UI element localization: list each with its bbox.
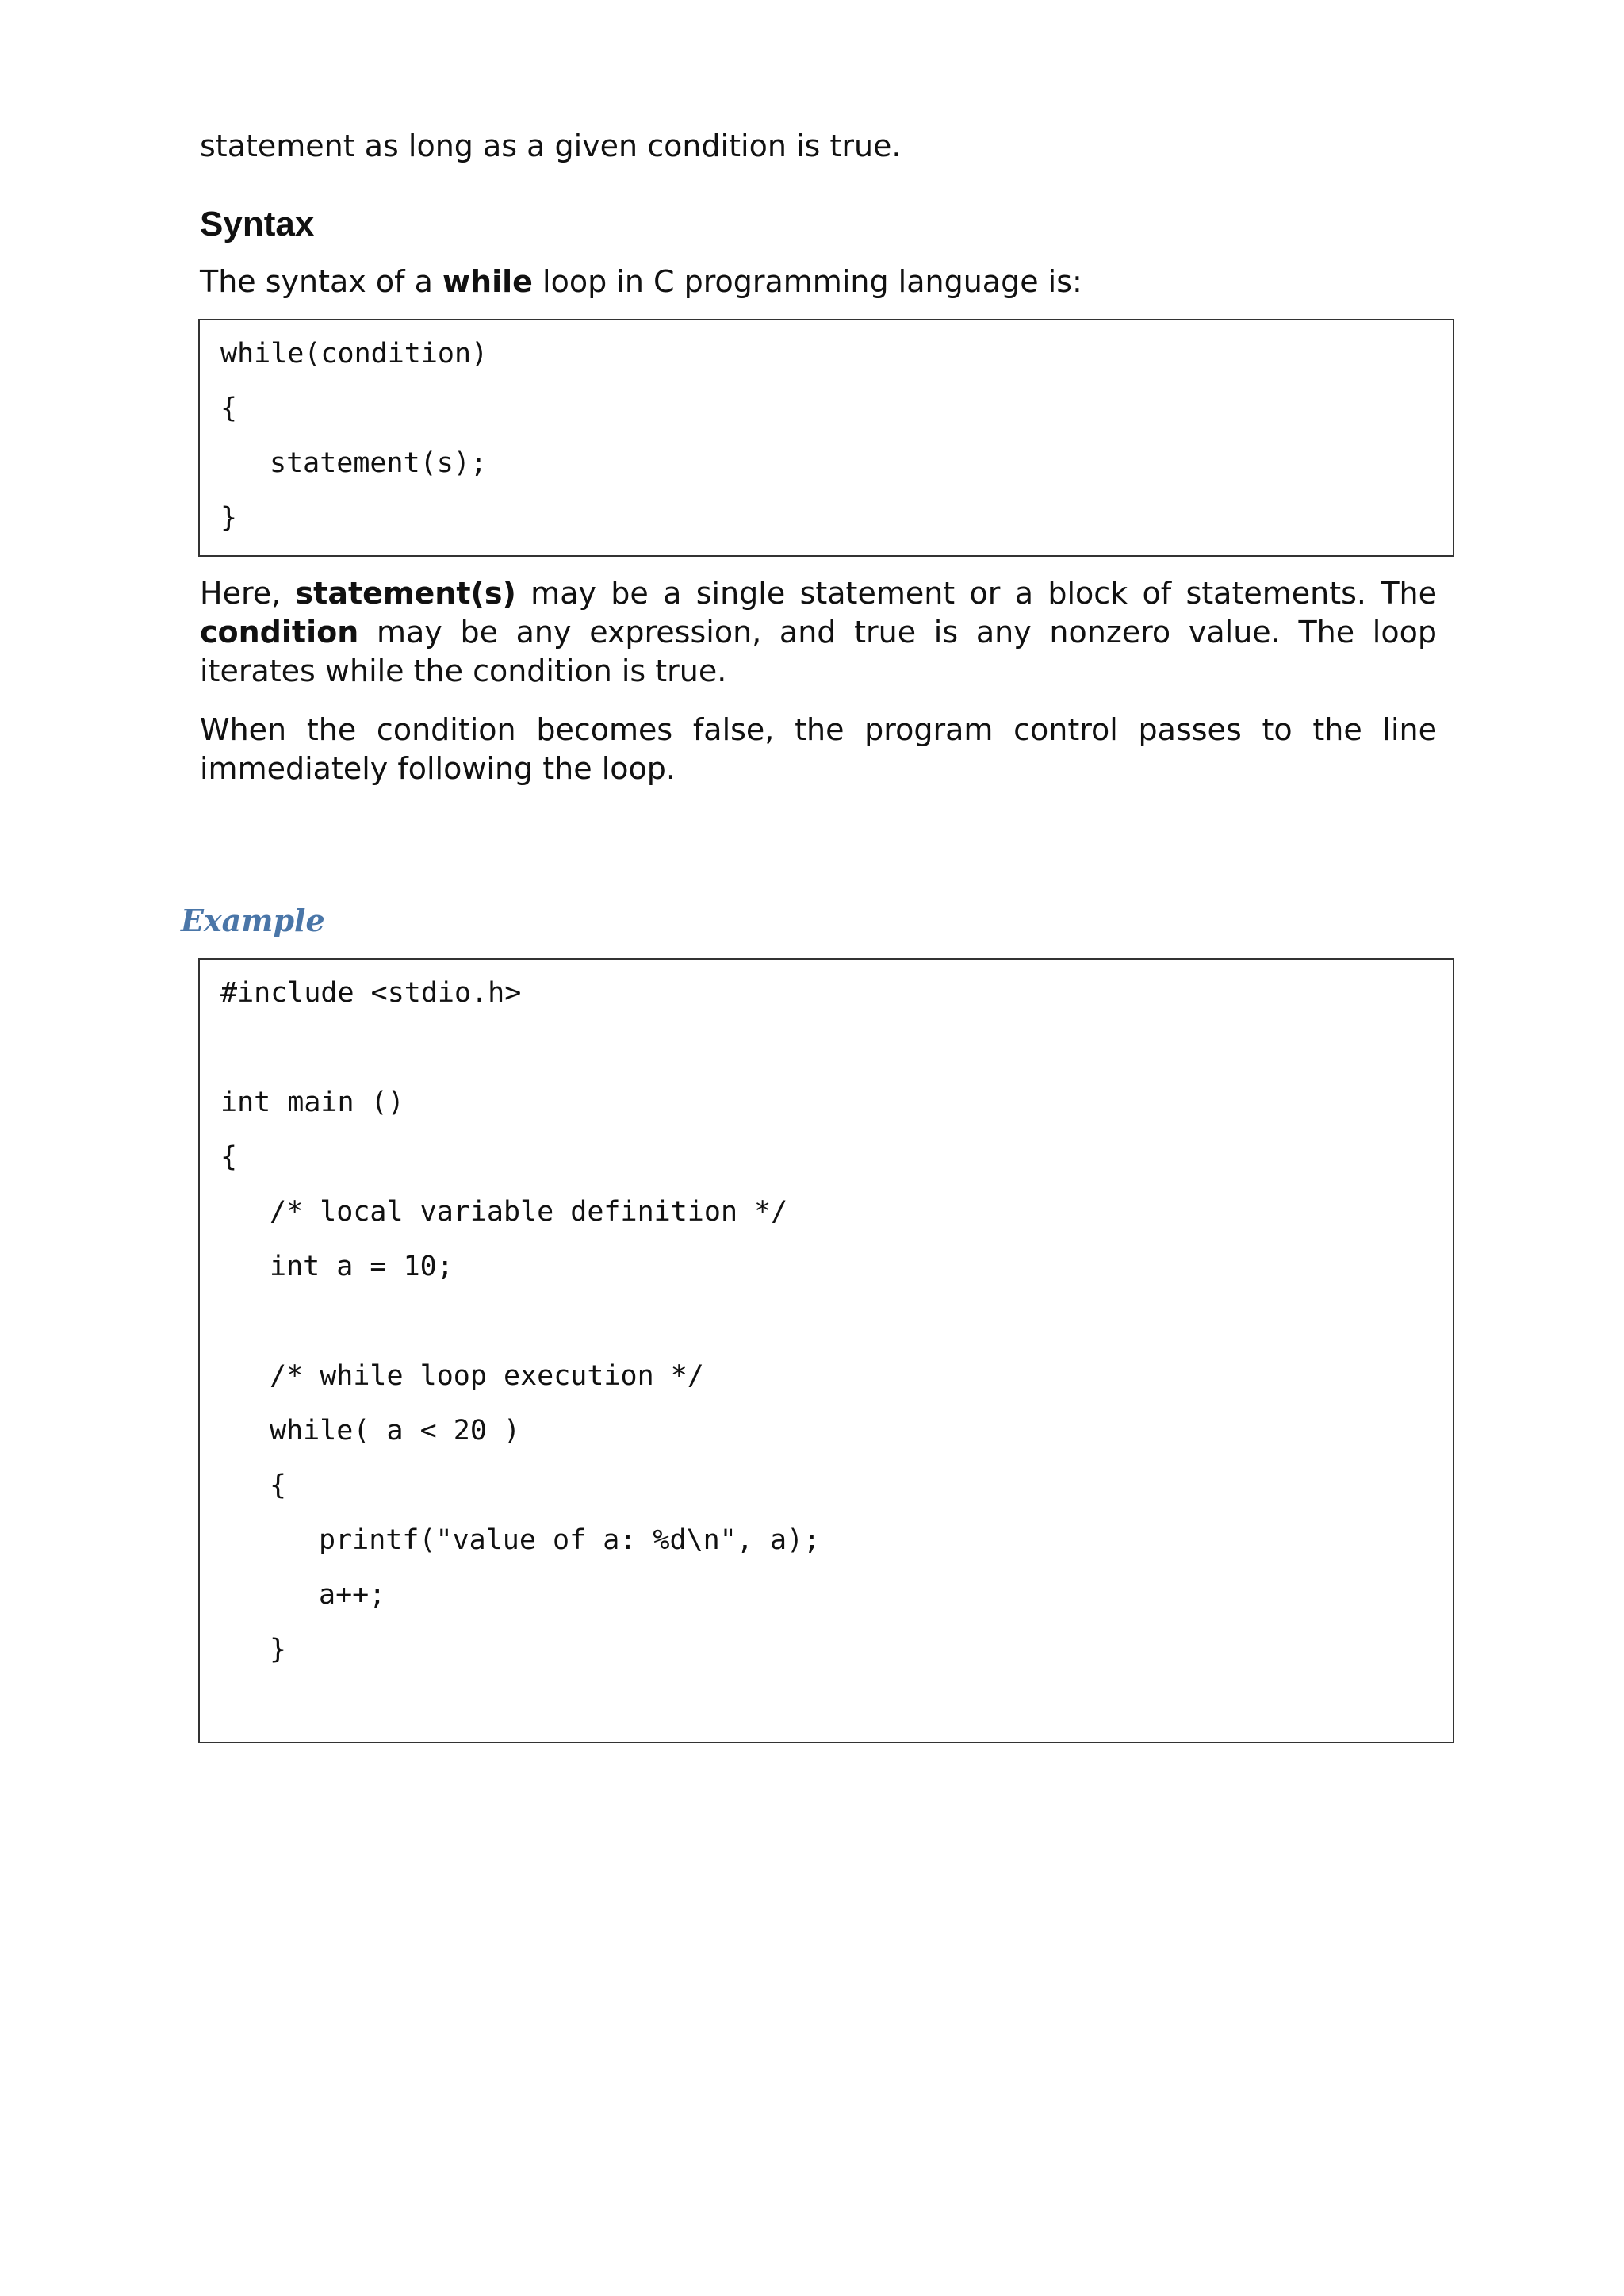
explanation-paragraph-1 [200,574,1437,691]
explanation-paragraph-2: When the condition becomes false, the program control passes to the line immediately following the loop. [200,712,1437,786]
syntax-intro-after: loop in C programming language is: [532,264,1082,299]
code-line: int main () [220,1087,404,1118]
explanation-text: may be a single statement or a block of statements. The [515,576,1437,611]
explanation-term-statements: statement(s) [295,576,516,611]
code-line: while(condition) [220,338,488,370]
code-line: while( a < 20 ) [270,1415,521,1447]
explanation-term-condition: condition [200,615,359,650]
explanation-text: Here, [200,576,296,611]
code-line: { [220,393,238,424]
code-line: { [270,1470,287,1501]
syntax-intro [200,263,1437,301]
code-line: { [220,1141,238,1173]
code-line: a++; [319,1579,386,1611]
code-line: } [220,502,238,534]
code-line: printf("value of a: %d\n", a); [319,1524,821,1556]
code-line: statement(s); [270,447,487,479]
syntax-code-block [198,319,1454,557]
example-heading: Example [181,903,325,938]
code-line: /* while loop execution */ [270,1360,704,1392]
code-line: int a = 10; [270,1251,454,1282]
explanation-text: may be any expression, and true is any nonzero value. The loop iterates while the condition is true. [200,615,1437,688]
syntax-heading: Syntax [200,205,315,243]
code-line: } [270,1634,287,1665]
syntax-intro-keyword: while [442,264,533,299]
intro-text: statement as long as a given condition is true. [200,128,902,163]
code-line: /* local variable definition */ [270,1196,788,1228]
code-line: #include <stdio.h> [220,977,522,1009]
syntax-intro-before: The syntax of a [200,264,442,299]
example-code-block [198,958,1454,1743]
